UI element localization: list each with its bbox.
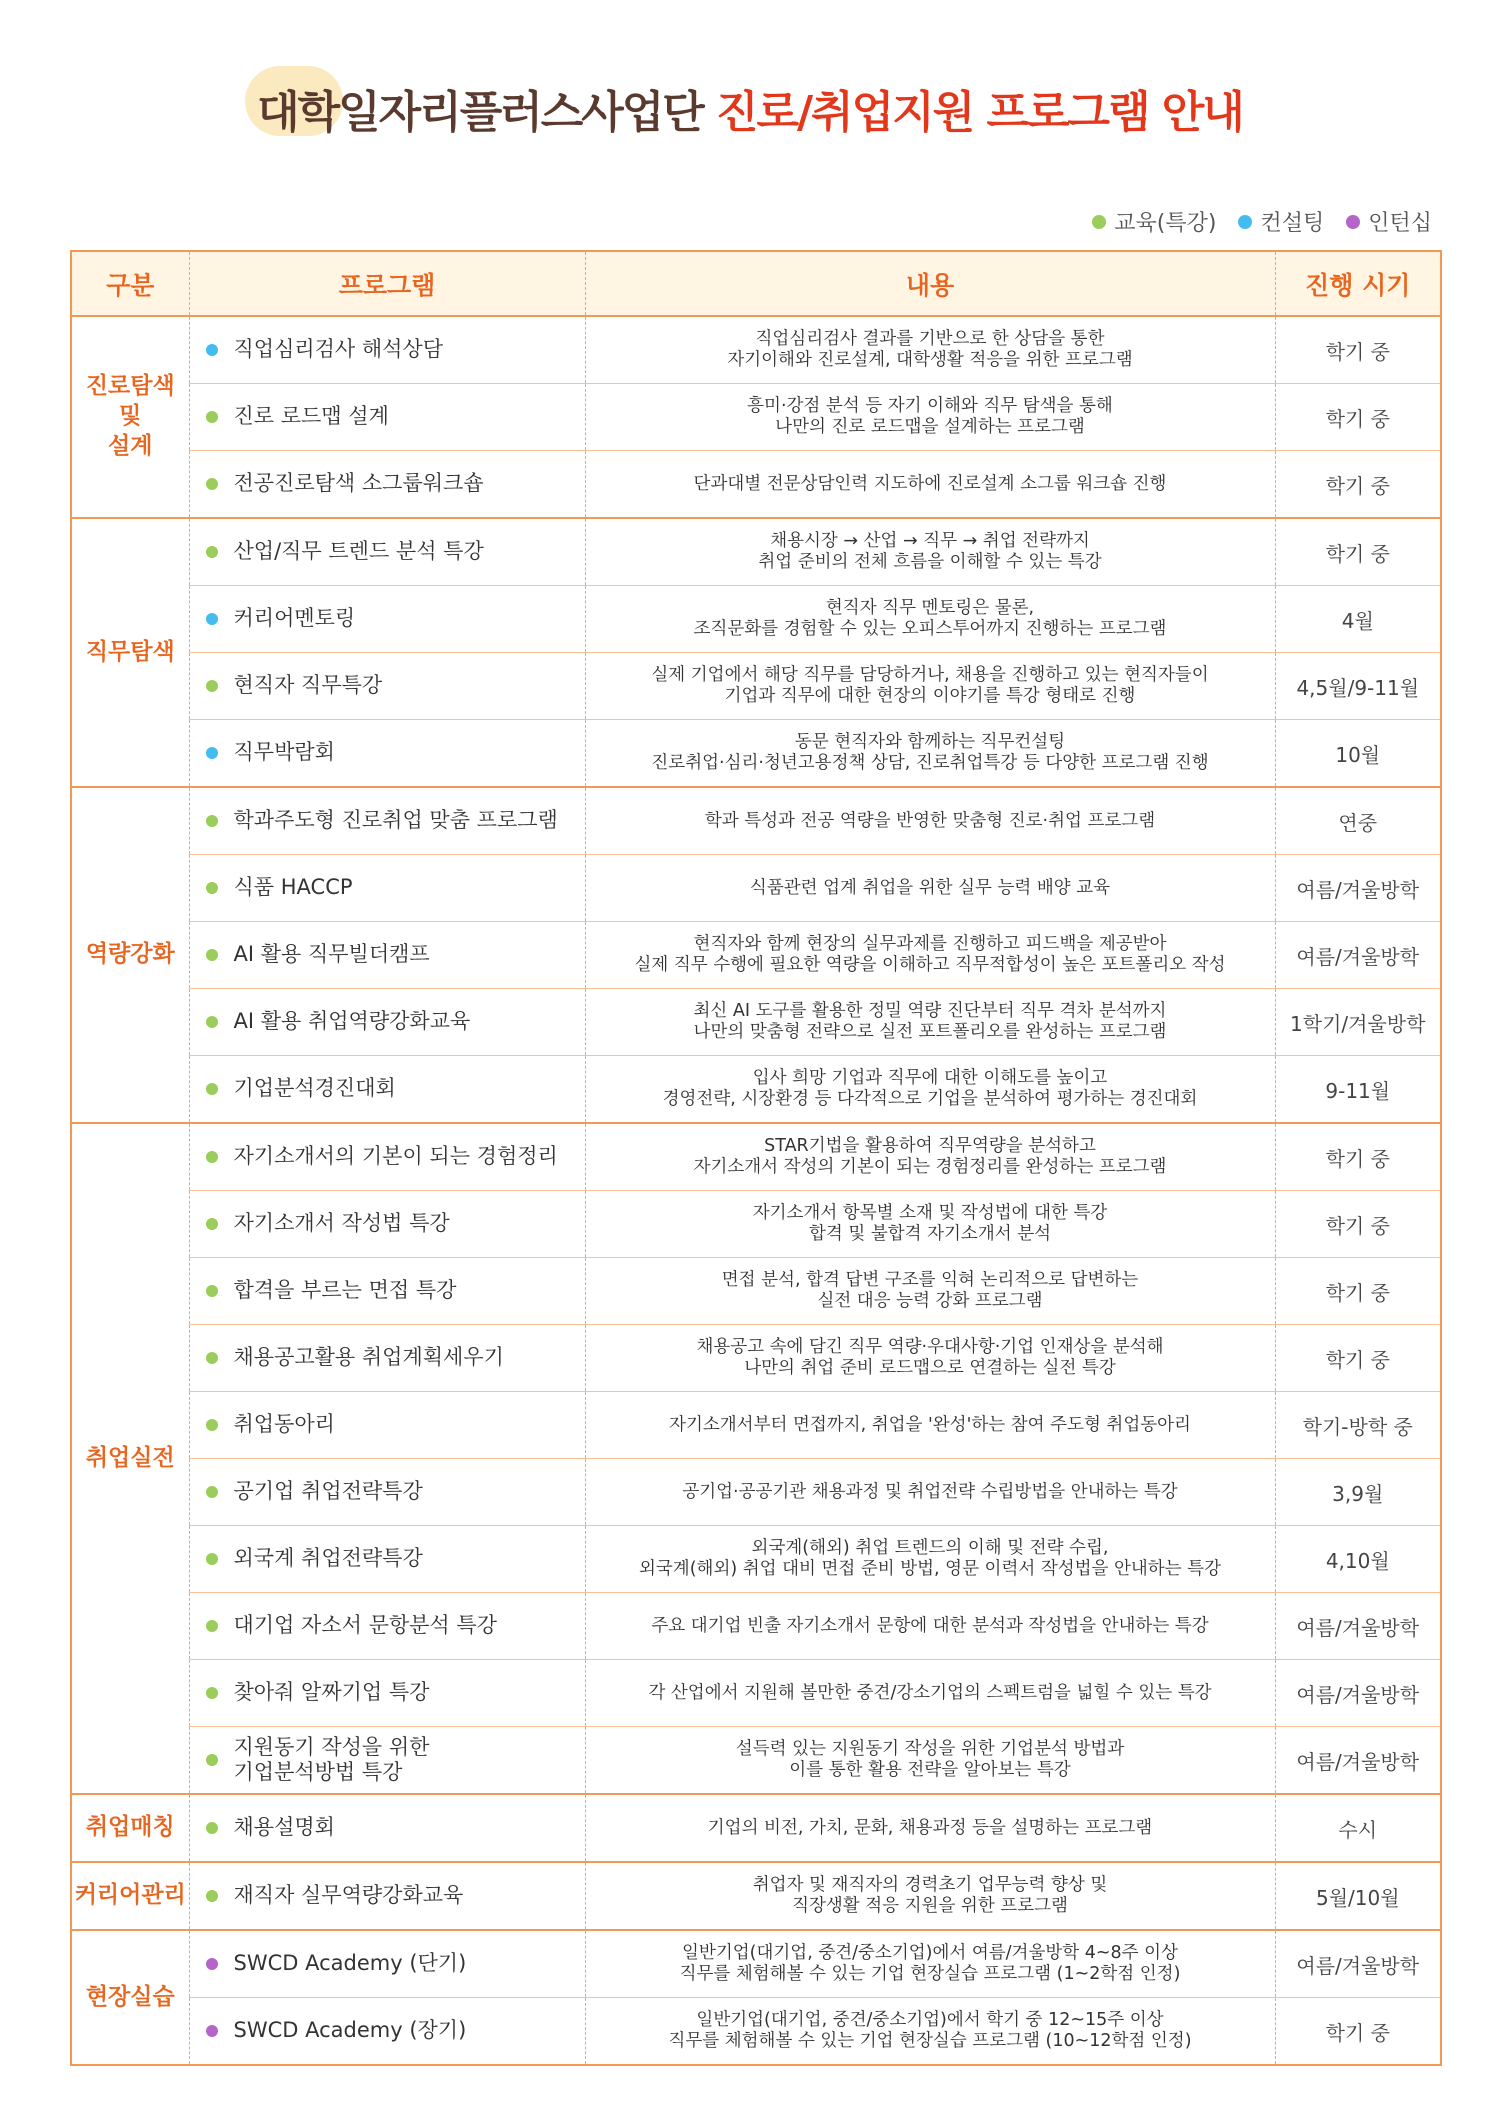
program-name: 직업심리검사 해석상담: [233, 337, 444, 362]
table-row: [71, 384, 1441, 451]
program-name: 찾아줘 알짜기업 특강: [233, 1680, 430, 1705]
program-name: 진로 로드맵 설계: [233, 404, 389, 429]
program-description: STAR기법을 활용하여 직무역량을 분석하고 자기소개서 작성의 기본이 되는 경험정리를 완성하는 프로그램: [585, 1123, 1275, 1191]
program-period: 여름/겨울방학: [1275, 1727, 1441, 1795]
table-row: [71, 787, 1441, 855]
category-label: 역량강화: [85, 941, 175, 968]
program-name: SWCD Academy (단기): [233, 1951, 467, 1976]
table-row: [71, 1325, 1441, 1392]
program-cell: [189, 1123, 585, 1191]
program-description: 현직자 직무 멘토링은 물론, 조직문화를 경험할 수 있는 오피스투어까지 진행하는 프로그램: [585, 586, 1275, 653]
purple-dot-icon: [1346, 215, 1360, 229]
program-period: 4,5월/9-11월: [1275, 653, 1441, 720]
header-program: 프로그램: [189, 251, 585, 316]
table-row: [71, 1794, 1441, 1862]
green-dot-icon: [206, 1419, 218, 1431]
program-description: 흥미·강점 분석 등 자기 이해와 직무 탐색을 통해 나만의 진로 로드맵을 설계하는 프로그램: [585, 384, 1275, 451]
program-description: 설득력 있는 지원동기 작성을 위한 기업분석 방법과 이를 통한 활용 전략을 알아보는 특강: [585, 1727, 1275, 1795]
program-cell: [189, 1794, 585, 1862]
table-row: [71, 451, 1441, 519]
program-period: 학기 중: [1275, 316, 1441, 384]
page-title-wrap: [0, 76, 1500, 140]
green-dot-icon: [206, 1083, 218, 1095]
program-period: 학기 중: [1275, 1123, 1441, 1191]
table-row: [71, 1998, 1441, 2066]
table-row: [71, 1392, 1441, 1459]
program-description: 취업자 및 재직자의 경력초기 업무능력 향상 및 직장생활 적응 지원을 위한 프로그램: [585, 1862, 1275, 1930]
program-cell: [189, 1998, 585, 2066]
category-cell: [71, 1930, 189, 2065]
program-name: 대기업 자소서 문항분석 특강: [233, 1613, 497, 1638]
program-period: 연중: [1275, 787, 1441, 855]
program-description: 입사 희망 기업과 직무에 대한 이해도를 높이고 경영전략, 시장환경 등 다각적으로 기업을 분석하여 평가하는 경진대회: [585, 1056, 1275, 1124]
category-cell: [71, 518, 189, 787]
program-name: 외국계 취업전략특강: [233, 1546, 423, 1571]
program-cell: [189, 384, 585, 451]
program-name: 산업/직무 트렌드 분석 특강: [233, 539, 484, 564]
program-name: 합격을 부르는 면접 특강: [233, 1278, 457, 1303]
blue-dot-icon: [1238, 215, 1252, 229]
program-description: 각 산업에서 지원해 볼만한 중견/강소기업의 스펙트럼을 넓힐 수 있는 특강: [585, 1660, 1275, 1727]
table-row: [71, 1459, 1441, 1526]
header-content: 내용: [585, 251, 1275, 316]
category-cell: [71, 1862, 189, 1930]
green-dot-icon: [206, 1218, 218, 1230]
table-row: [71, 1593, 1441, 1660]
program-cell: [189, 1862, 585, 1930]
table-header-row: [71, 251, 1441, 316]
table-row: [71, 989, 1441, 1056]
program-period: 수시: [1275, 1794, 1441, 1862]
program-cell: [189, 989, 585, 1056]
table-row: [71, 518, 1441, 586]
program-name: 직무박람회: [233, 740, 335, 765]
program-description: 공기업·공공기관 채용과정 및 취업전략 수립방법을 안내하는 특강: [585, 1459, 1275, 1526]
green-dot-icon: [206, 1620, 218, 1632]
blue-dot-icon: [206, 344, 218, 356]
title-red-part: 진로/취업지원 프로그램 안내: [716, 87, 1243, 138]
program-period: 3,9월: [1275, 1459, 1441, 1526]
program-name: 기업분석경진대회: [233, 1076, 396, 1101]
program-cell: [189, 787, 585, 855]
table-row: [71, 1727, 1441, 1795]
program-period: 9-11월: [1275, 1056, 1441, 1124]
program-name: AI 활용 취업역량강화교육: [233, 1009, 471, 1034]
program-cell: [189, 653, 585, 720]
program-description: 직업심리검사 결과를 기반으로 한 상담을 통한 자기이해와 진로설계, 대학생활 적응을 위한 프로그램: [585, 316, 1275, 384]
program-period: 여름/겨울방학: [1275, 1660, 1441, 1727]
program-name: AI 활용 직무빌더캠프: [233, 942, 430, 967]
table-row: [71, 586, 1441, 653]
table-row: [71, 653, 1441, 720]
program-description: 식품관련 업계 취업을 위한 실무 능력 배양 교육: [585, 855, 1275, 922]
green-dot-icon: [206, 546, 218, 558]
program-cell: [189, 1459, 585, 1526]
program-period: 학기-방학 중: [1275, 1392, 1441, 1459]
green-dot-icon: [206, 1890, 218, 1902]
category-label: 직무탐색: [85, 638, 175, 665]
category-cell: [71, 1794, 189, 1862]
program-name: 지원동기 작성을 위한 기업분석방법 특강: [233, 1734, 430, 1784]
program-period: 학기 중: [1275, 1998, 1441, 2066]
green-dot-icon: [206, 1553, 218, 1565]
program-description: 주요 대기업 빈출 자기소개서 문항에 대한 분석과 작성법을 안내하는 특강: [585, 1593, 1275, 1660]
program-description: 채용시장 → 산업 → 직무 → 취업 전략까지 취업 준비의 전체 흐름을 이해할 수 있는 특강: [585, 518, 1275, 586]
program-description: 실제 기업에서 해당 직무를 담당하거나, 채용을 진행하고 있는 현직자들이 기업과 직무에 대한 현장의 이야기를 특강 형태로 진행: [585, 653, 1275, 720]
legend: [1092, 206, 1432, 237]
header-category: 구분: [71, 251, 189, 316]
green-dot-icon: [206, 1285, 218, 1297]
page-title: [257, 76, 1243, 140]
program-description: 자기소개서 항목별 소재 및 작성법에 대한 특강 합격 및 불합격 자기소개서 분석: [585, 1191, 1275, 1258]
program-description: 자기소개서부터 면접까지, 취업을 '완성'하는 참여 주도형 취업동아리: [585, 1392, 1275, 1459]
green-dot-icon: [206, 882, 218, 894]
table-row: [71, 1526, 1441, 1593]
green-dot-icon: [206, 680, 218, 692]
program-name: 전공진로탐색 소그룹워크숍: [233, 471, 484, 496]
program-period: 학기 중: [1275, 518, 1441, 586]
legend-item-edu: [1092, 206, 1216, 237]
category-cell: [71, 1123, 189, 1794]
program-period: 5월/10월: [1275, 1862, 1441, 1930]
program-description: 현직자와 함께 현장의 실무과제를 진행하고 피드백을 제공받아 실제 직무 수행에 필요한 역량을 이해하고 직무적합성이 높은 포트폴리오 작성: [585, 922, 1275, 989]
program-period: 학기 중: [1275, 451, 1441, 519]
program-cell: [189, 1056, 585, 1124]
program-name: 식품 HACCP: [233, 875, 353, 900]
category-label: 취업매칭: [85, 1814, 175, 1841]
green-dot-icon: [206, 949, 218, 961]
green-dot-icon: [206, 1151, 218, 1163]
program-period: 학기 중: [1275, 1325, 1441, 1392]
table-row: [71, 1930, 1441, 1998]
program-cell: [189, 855, 585, 922]
purple-dot-icon: [206, 2025, 218, 2037]
program-cell: [189, 586, 585, 653]
table-row: [71, 855, 1441, 922]
program-period: 10월: [1275, 720, 1441, 788]
program-name: 자기소개서의 기본이 되는 경험정리: [233, 1144, 558, 1169]
program-period: 4,10월: [1275, 1526, 1441, 1593]
program-cell: [189, 518, 585, 586]
program-name: 채용공고활용 취업계획세우기: [233, 1345, 504, 1370]
blue-dot-icon: [206, 747, 218, 759]
program-cell: [189, 316, 585, 384]
program-cell: [189, 1258, 585, 1325]
program-cell: [189, 1593, 585, 1660]
green-dot-icon: [206, 1687, 218, 1699]
green-dot-icon: [206, 815, 218, 827]
table-row: [71, 1258, 1441, 1325]
program-name: 커리어멘토링: [233, 606, 356, 631]
program-name: 현직자 직무특강: [233, 673, 383, 698]
program-description: 동문 현직자와 함께하는 직무컨설팅 진로취업·심리·청년고용정책 상담, 진로취업특강 등 다양한 프로그램 진행: [585, 720, 1275, 788]
program-cell: [189, 922, 585, 989]
program-cell: [189, 1392, 585, 1459]
program-name: 재직자 실무역량강화교육: [233, 1883, 464, 1908]
legend-label: 컨설팅: [1260, 211, 1325, 236]
program-period: 학기 중: [1275, 1258, 1441, 1325]
green-dot-icon: [1092, 215, 1106, 229]
green-dot-icon: [206, 478, 218, 490]
program-description: 일반기업(대기업, 중견/중소기업)에서 여름/겨울방학 4~8주 이상 직무를 체험해볼 수 있는 기업 현장실습 프로그램 (1~2학점 인정): [585, 1930, 1275, 1998]
category-label: 취업실전: [85, 1444, 175, 1471]
program-cell: [189, 1191, 585, 1258]
table-body: [71, 316, 1441, 2065]
program-cell: [189, 1325, 585, 1392]
green-dot-icon: [206, 1754, 218, 1766]
program-period: 여름/겨울방학: [1275, 855, 1441, 922]
category-cell: [71, 316, 189, 518]
green-dot-icon: [206, 1486, 218, 1498]
program-cell: [189, 1660, 585, 1727]
table-row: [71, 1056, 1441, 1124]
program-cell: [189, 1727, 585, 1795]
purple-dot-icon: [206, 1958, 218, 1970]
table-row: [71, 1862, 1441, 1930]
program-description: 외국계(해외) 취업 트렌드의 이해 및 전략 수립, 외국계(해외) 취업 대비 면접 준비 방법, 영문 이력서 작성법을 안내하는 특강: [585, 1526, 1275, 1593]
table-row: [71, 922, 1441, 989]
program-name: 취업동아리: [233, 1412, 335, 1437]
program-period: 여름/겨울방학: [1275, 1930, 1441, 1998]
program-period: 1학기/겨울방학: [1275, 989, 1441, 1056]
category-label: 진로탐색 및 설계: [85, 373, 175, 459]
program-description: 최신 AI 도구를 활용한 정밀 역량 진단부터 직무 격차 분석까지 나만의 맞춤형 전략으로 실전 포트폴리오를 완성하는 프로그램: [585, 989, 1275, 1056]
program-cell: [189, 1526, 585, 1593]
program-period: 학기 중: [1275, 384, 1441, 451]
header-period: 진행 시기: [1275, 251, 1441, 316]
program-cell: [189, 451, 585, 519]
program-name: 채용설명회: [233, 1815, 335, 1840]
program-period: 학기 중: [1275, 1191, 1441, 1258]
program-description: 기업의 비전, 가치, 문화, 채용과정 등을 설명하는 프로그램: [585, 1794, 1275, 1862]
legend-item-internship: [1346, 206, 1432, 237]
legend-item-consulting: [1238, 206, 1324, 237]
program-cell: [189, 1930, 585, 1998]
table-row: [71, 1123, 1441, 1191]
table-row: [71, 316, 1441, 384]
program-description: 학과 특성과 전공 역량을 반영한 맞춤형 진로·취업 프로그램: [585, 787, 1275, 855]
program-period: 여름/겨울방학: [1275, 922, 1441, 989]
program-cell: [189, 720, 585, 788]
title-dark-part: 대학일자리플러스사업단: [257, 87, 703, 138]
program-description: 면접 분석, 합격 답변 구조를 익혀 논리적으로 답변하는 실전 대응 능력 강화 프로그램: [585, 1258, 1275, 1325]
green-dot-icon: [206, 1016, 218, 1028]
category-cell: [71, 787, 189, 1123]
legend-label: 교육(특강): [1114, 211, 1217, 236]
category-label: 현장실습: [85, 1983, 175, 2010]
table-row: [71, 720, 1441, 788]
green-dot-icon: [206, 1822, 218, 1834]
program-name: 공기업 취업전략특강: [233, 1479, 423, 1504]
program-description: 단과대별 전문상담인력 지도하에 진로설계 소그룹 워크숍 진행: [585, 451, 1275, 519]
program-name: 자기소개서 작성법 특강: [233, 1211, 450, 1236]
program-period: 여름/겨울방학: [1275, 1593, 1441, 1660]
green-dot-icon: [206, 411, 218, 423]
table-row: [71, 1660, 1441, 1727]
program-name: SWCD Academy (장기): [233, 2018, 467, 2043]
legend-label: 인턴십: [1368, 211, 1432, 236]
program-table: [70, 250, 1442, 2066]
program-description: 채용공고 속에 담긴 직무 역량·우대사항·기업 인재상을 분석해 나만의 취업 준비 로드맵으로 연결하는 실전 특강: [585, 1325, 1275, 1392]
blue-dot-icon: [206, 613, 218, 625]
table-row: [71, 1191, 1441, 1258]
green-dot-icon: [206, 1352, 218, 1364]
category-label: 커리어관리: [74, 1882, 186, 1909]
program-period: 4월: [1275, 586, 1441, 653]
program-description: 일반기업(대기업, 중견/중소기업)에서 학기 중 12~15주 이상 직무를 체험해볼 수 있는 기업 현장실습 프로그램 (10~12학점 인정): [585, 1998, 1275, 2066]
program-name: 학과주도형 진로취업 맞춤 프로그램: [233, 808, 558, 833]
